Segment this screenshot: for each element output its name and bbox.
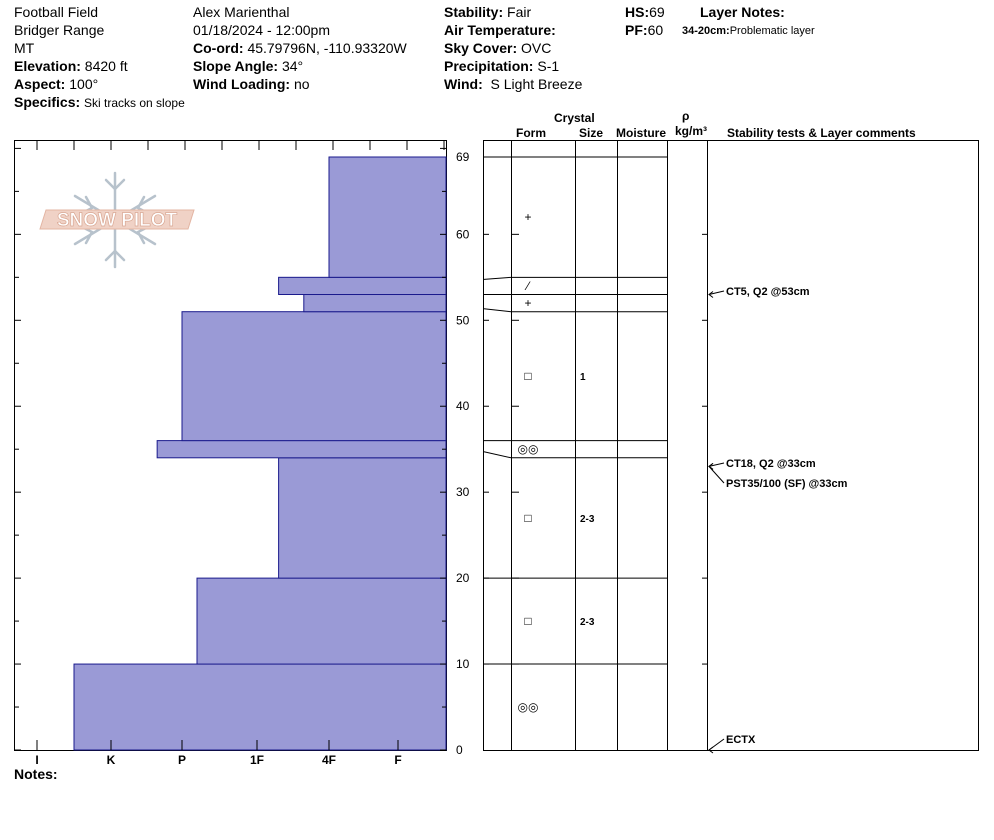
specifics-label: Specifics: <box>14 94 81 110</box>
wind-loading-label: Wind Loading: <box>193 76 291 92</box>
density-unit-header: kg/m³ <box>675 124 708 138</box>
grain-form-icon: + <box>524 210 532 225</box>
wind-value: S Light Breeze <box>490 76 583 92</box>
height-label: 40 <box>456 399 470 414</box>
grain-form-icon: □ <box>524 614 532 629</box>
sky-value: OVC <box>521 40 552 56</box>
table-row <box>524 296 531 310</box>
layer-table-frame <box>484 141 979 751</box>
table-row <box>518 442 539 456</box>
grain-form-icon: ⁄ <box>526 278 530 293</box>
test-pointer <box>709 466 724 483</box>
logo-text: SNOW PILOT <box>56 210 178 231</box>
grain-form-icon: □ <box>524 369 532 384</box>
location: Football Field <box>14 4 99 20</box>
range: Bridger Range <box>14 22 105 38</box>
notes-label: Notes: <box>14 766 58 782</box>
layer-note-text: Problematic layer <box>729 25 815 37</box>
height-label: 10 <box>456 657 470 672</box>
hardness-bar <box>157 441 446 458</box>
rho-header: ρ <box>682 109 690 123</box>
height-label: 50 <box>456 313 470 328</box>
stability-test <box>709 458 816 470</box>
hardness-bar <box>329 157 446 277</box>
stability-label: Stability: <box>444 4 504 20</box>
stability-value: Fair <box>507 4 532 20</box>
slope-value: 34° <box>281 58 304 74</box>
table-row <box>524 511 595 525</box>
aspect-value: 100° <box>69 76 99 92</box>
comments-header: Stability tests & Layer comments <box>727 126 916 140</box>
height-label: 20 <box>456 571 470 586</box>
hardness-label: I <box>35 753 39 767</box>
stability-test-label: ECTX <box>726 734 756 746</box>
height-label: 30 <box>456 485 470 500</box>
grain-form-icon: + <box>524 296 532 311</box>
coord-value: 45.79796N, -110.93320W <box>247 40 407 56</box>
hardness-bar <box>279 458 446 578</box>
table-row <box>524 614 595 628</box>
stability-test <box>709 286 810 298</box>
wind-loading-value: no <box>293 76 310 92</box>
form-header: Form <box>516 126 546 140</box>
table-row <box>524 279 531 293</box>
hs-label: HS: <box>625 4 650 20</box>
precip-label: Precipitation: <box>444 58 534 74</box>
snowpilot-logo <box>40 173 194 267</box>
sky-label: Sky Cover: <box>444 40 518 56</box>
hardness-label: 1F <box>249 753 265 767</box>
hardness-bar <box>74 664 446 750</box>
pf-label: PF: <box>625 22 648 38</box>
elevation-label: Elevation: <box>14 58 81 74</box>
observer: Alex Marienthal <box>193 4 290 20</box>
grain-size: 2-3 <box>580 617 595 629</box>
coord-label: Co-ord: <box>193 40 244 56</box>
hardness-bar <box>279 277 446 294</box>
height-label: 69 <box>456 150 470 164</box>
grain-form-icon: □ <box>524 510 532 525</box>
crystal-header: Crystal <box>554 111 595 125</box>
height-label: 60 <box>456 227 470 242</box>
datetime: 01/18/2024 - 12:00pm <box>193 22 330 38</box>
layer-note-range: 34-20cm: <box>682 25 730 37</box>
hardness-label: P <box>177 753 187 767</box>
grain-form-icon: ◎◎ <box>517 442 539 457</box>
stability-test-label: PST35/100 (SF) @33cm <box>726 478 848 490</box>
stability-test-label: CT18, Q2 @33cm <box>726 458 816 470</box>
state: MT <box>14 40 35 56</box>
hardness-label: K <box>106 753 116 767</box>
hardness-bar <box>182 312 446 441</box>
elevation-value: 8420 ft <box>84 58 128 74</box>
stability-test-label: CT5, Q2 @53cm <box>726 286 810 298</box>
layer-boundary-connector <box>484 277 511 279</box>
layer-boundary-connector <box>484 309 511 312</box>
hardness-label: 4F <box>321 753 337 767</box>
height-label: 0 <box>456 743 463 757</box>
layer-notes-label: Layer Notes: <box>700 4 785 20</box>
size-header: Size <box>579 126 604 140</box>
hs-value: 69 <box>649 4 665 20</box>
grain-size: 2-3 <box>580 513 595 525</box>
moisture-header: Moisture <box>616 126 667 140</box>
wind-label: Wind: <box>444 76 483 92</box>
hardness-bar <box>304 295 446 312</box>
table-row <box>524 369 586 383</box>
slope-label: Slope Angle: <box>193 58 279 74</box>
air-temp-label: Air Temperature: <box>444 22 556 38</box>
pf-value: 60 <box>647 22 664 38</box>
grain-form-icon: ◎◎ <box>517 700 539 715</box>
precip-value: S-1 <box>537 58 560 74</box>
specifics-value: Ski tracks on slope <box>84 96 185 110</box>
grain-size: 1 <box>580 372 586 384</box>
aspect-label: Aspect: <box>14 76 66 92</box>
table-row <box>524 210 531 224</box>
hardness-bar <box>197 578 446 664</box>
hardness-label: F <box>394 753 402 767</box>
layer-boundary-connector <box>484 452 511 458</box>
table-row <box>518 700 539 714</box>
